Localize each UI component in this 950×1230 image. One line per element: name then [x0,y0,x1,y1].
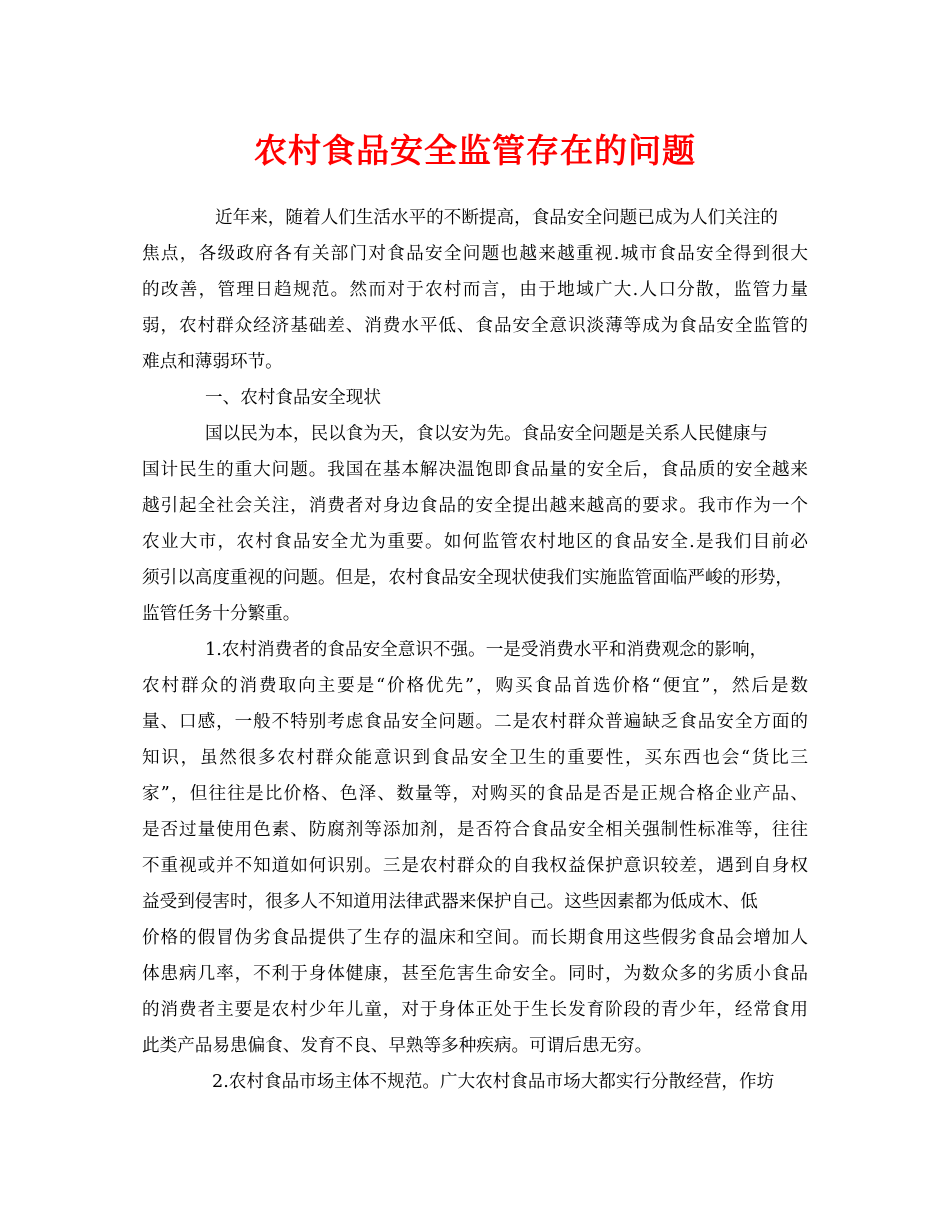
paragraph-line: 家”，但往往是比价格、色泽、数量等，对购买的食品是否是正规合格企业产品、 [142,784,808,804]
paragraph-line: 国以民为本，民以食为天，食以安为先。食品安全问题是关系人民健康与 [205,424,769,444]
paragraph-line: 越引起全社会关注，消费者对身边食品的安全提出越来越高的要求。我市作为一个 [142,496,808,516]
paragraph-line: 知识，虽然很多农村群众能意识到食品安全卫生的重要性，买东西也会“货比三 [142,748,808,768]
paragraph-line: 弱，农村群众经济基础差、消费水平低、食品安全意识淡薄等成为食品安全监管的 [142,316,808,336]
paragraph-line: 不重视或并不知道如何识别。三是农村群众的自我权益保护意识较差，遇到自身权 [142,856,808,876]
paragraph-line: 是否过量使用色素、防腐剂等添加剂，是否符合食品安全相关强制性标准等，往往 [142,820,808,840]
paragraph-line: 价格的假冒伪劣食品提供了生存的温床和空间。而长期食用这些假劣食品会增加人 [142,928,808,948]
paragraph-line: 农业大市，农村食品安全尤为重要。如何监管农村地区的食品安全.是我们目前必 [142,532,808,552]
paragraph-line: 须引以高度重视的问题。但是，农村食品安全现状使我们实施监管面临严峻的形势， [142,568,793,588]
paragraph-line: 2.农村食品市场主体不规范。广大农村食品市场大都实行分散经营，作坊 [212,1072,775,1092]
paragraph-line: 难点和薄弱环节。 [142,352,283,372]
paragraph-line: 国计民生的重大问题。我国在基本解决温饱即食品量的安全后，食品质的安全越来 [142,460,808,480]
paragraph-line: 此类产品易患偏食、发育不良、早熟等多种疾病。可谓后患无穷。 [142,1036,653,1056]
paragraph-line: 的消费者主要是农村少年儿童，对于身体正处于生长发育阶段的青少年，经常食用 [142,1000,808,1020]
paragraph-line: 益受到侵害时，很多人不知道用法律武器来保护自己。这些因素都为低成木、低 [142,892,758,912]
paragraph-line: 体患病几率，不利于身体健康，甚至危害生命安全。同时，为数众多的劣质小食品 [142,964,808,984]
paragraph-line: 农村群众的消费取向主要是“价格优先”，购买食品首选价格“便宜”，然后是数 [142,676,808,696]
paragraph-line: 近年来，随着人们生活水平的不断提高，食品安全问题已成为人们关注的 [215,208,779,228]
paragraph-line: 量、口感，一般不特别考虑食品安全问题。二是农村群众普遍缺乏食品安全方面的 [142,712,808,732]
paragraph-line: 的改善，管理日趋规范。然而对于农村而言，由于地域广大.人口分散，监管力量 [142,280,808,300]
document-title: 农村食品安全监管存在的问题 [254,131,696,170]
paragraph-line: 监管任务十分繁重。 [142,604,301,624]
section-heading: 一、农村食品安全现状 [205,388,381,408]
paragraph-line: 焦点，各级政府各有关部门对食品安全问题也越来越重视.城市食品安全得到很大 [142,244,808,264]
paragraph-line: 1.农村消费者的食品安全意识不强。一是受消费水平和消费观念的影响， [205,640,768,660]
